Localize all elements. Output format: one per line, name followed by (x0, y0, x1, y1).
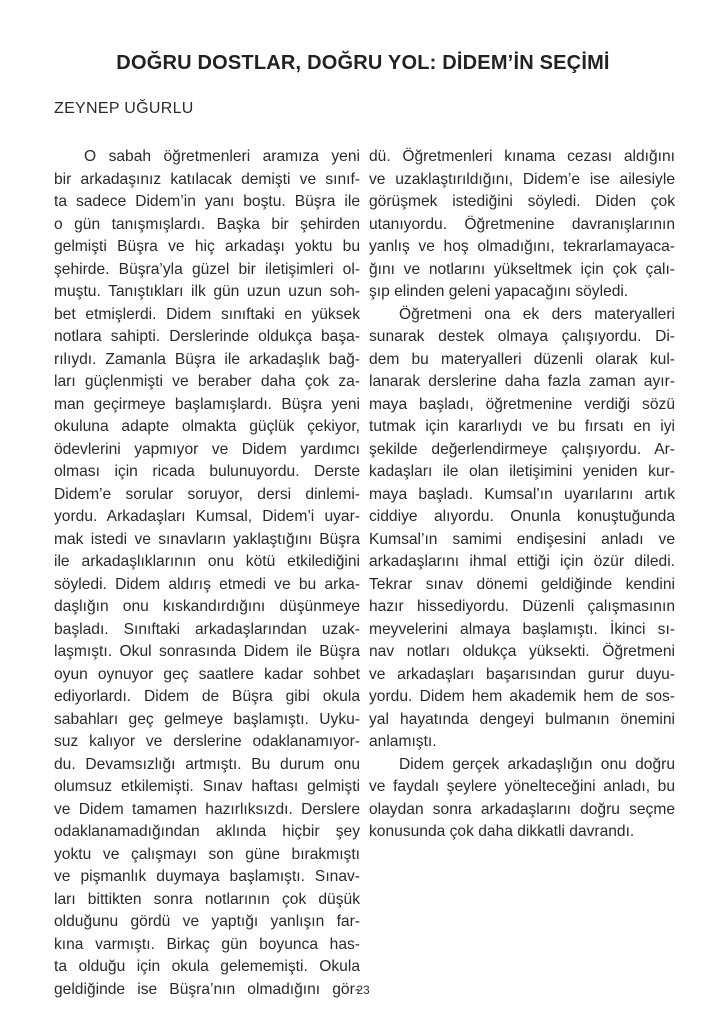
text-line: yoktu ve çalışmayı son güne bırakmıştı (54, 845, 360, 863)
text-line: dü. Öğretmenleri kınama cezası aldığını (369, 148, 675, 165)
text-line: ve faydalı şeylere yönelteceğini anladı, bu (369, 778, 675, 795)
text-line: utanıyordu. Öğretmenine davranışlarının (369, 215, 675, 233)
text-line: odaklanamadığından aklında hiçbir şey (54, 823, 360, 840)
article-title: DOĞRU DOSTLAR, DOĞRU YOL: DİDEM’İN SEÇİMİ (116, 52, 610, 74)
text-line: başladı. Sınıftaki arkadaşlarından uzak- (54, 620, 360, 638)
text-line: kına varmıştı. Birkaç gün boyunca has- (54, 935, 360, 953)
text-line: sabahları geç gelmeye başlamıştı. Uyku- (54, 710, 360, 728)
text-line: suz kalıyor ve derslerine odaklanamıyor- (54, 733, 360, 750)
text-line: sunarak destek olmaya çalışıyordu. Di- (369, 328, 675, 345)
text-line: okuluna adapte olmakta güçlük çekiyor, (54, 418, 360, 435)
page-number: 23 (356, 983, 370, 997)
text-line: ta olduğu için okula gelememişti. Okula (54, 958, 360, 975)
text-line: dem bu materyalleri düzenli olarak kul- (369, 350, 675, 368)
text-line: laşmıştı. Okul sonrasında Didem ile Büşra (54, 643, 360, 660)
text-line: ciddiye alıyordu. Onunla konuştuğunda (369, 508, 675, 525)
text-line: ları bittikten sonra notlarının çok düşük (54, 890, 360, 908)
author-name: ZEYNEP UĞURLU (54, 100, 194, 117)
left-column (54, 146, 360, 1001)
text-line: oyun oynuyor geç saatlere kadar sohbet (54, 665, 360, 683)
text-line: kadaşları ile olan iletişimini yeniden kur- (369, 463, 675, 480)
text-line: mak istedi ve sınavların yaklaştığını Büşra (54, 530, 360, 548)
text-line: ödevlerini yapmıyor ve Didem yardımcı (54, 440, 360, 458)
right-column (369, 146, 675, 844)
text-line: meyvelerini almaya başlamıştı. İkinci sı- (369, 620, 675, 638)
text-line: olumsuz etkilemişti. Sınav haftası gelmişti (54, 778, 360, 795)
text-line: olması için ricada bulunuyordu. Derste (54, 463, 360, 480)
text-line: yordu. Didem hem akademik hem de sos- (369, 688, 675, 705)
text-line: notlara sahipti. Derslerinde oldukça başa- (54, 328, 360, 345)
text-line: Öğretmeni ona ek ders materyalleri (399, 305, 675, 323)
text-line: Didem’e sorular soruyor, dersi dinlemi- (54, 485, 360, 503)
text-line: söyledi. Didem aldırış etmedi ve bu arka- (54, 575, 360, 593)
text-line: geldiğinde ise Büşra’nın olmadığını gör- (54, 980, 360, 998)
text-line: Kumsal’ın samimi endişesini anladı ve (369, 530, 675, 548)
text-line: o gün tanışmışlardı. Başka bir şehirden (54, 215, 360, 233)
text-line: gelmişti Büşra ve hiç arkadaşı yoktu bu (54, 238, 360, 255)
text-line: ve uzaklaştırıldığını, Didem’e ise ailesiyle (369, 170, 675, 188)
text-line: ile arkadaşlıklarının onu kötü etkilediğini (54, 553, 360, 570)
text-line: ve pişmanlık duymaya başlamıştı. Sınav- (54, 868, 360, 885)
text-line: yordu. Arkadaşları Kumsal, Didem’i uyar- (54, 508, 360, 525)
text-line: arkadaşlarını ihmal ettiği için özür diledi. (369, 553, 675, 570)
text-line: muştu. Tanıştıkları ilk gün uzun uzun soh- (54, 283, 360, 300)
text-line: lanarak derslerine daha fazla zaman ayır- (369, 373, 675, 390)
text-line: ları güçlenmişti ve beraber daha çok za- (54, 373, 360, 390)
text-line: ediyorlardı. Didem de Büşra gibi okula (54, 688, 360, 705)
text-line: yanlış ve hoş olmadığını, tekrarlamayaca- (369, 238, 675, 255)
text-line: olaydan sonra arkadaşlarını doğru seçme (369, 800, 675, 818)
text-line: bet etmişlerdi. Didem sınıftaki en yüksek (54, 305, 360, 323)
text-line: Tekrar sınav dönemi geldiğinde kendini (369, 575, 675, 593)
text-line: nav notları oldukça yüksekti. Öğretmeni (369, 643, 675, 660)
text-line: konusunda çok daha dikkatli davrandı. (369, 823, 635, 840)
text-line: görüşmek istediğini söyledi. Diden çok (369, 193, 675, 210)
text-line: olduğunu gördü ve yaptığı yanlışın far- (54, 913, 360, 930)
text-line: şıp elinden geleni yapacağını söyledi. (369, 283, 629, 300)
text-line: ğını ve notlarını yükseltmek için çok çalı- (369, 260, 675, 278)
text-line: şehirde. Büşra’yla güzel bir iletişimleri ol- (54, 260, 360, 278)
text-line: bir arkadaşınız katılacak demişti ve sınıf- (54, 170, 360, 188)
text-line: ve arkadaşları başarısından gurur duyu- (369, 665, 675, 683)
text-line: maya başladı, öğretmenine verdiği sözü (369, 395, 675, 413)
text-line: yal hayatında dengeyi bulmanın önemini (369, 710, 675, 728)
text-line: anlamıştı. (369, 733, 437, 750)
text-line: maya başladı. Kumsal’ın uyarılarını artık (369, 485, 675, 503)
text-line: tutmak için kararlıydı ve bu fırsatı en iyi (369, 418, 675, 435)
text-line: O sabah öğretmenleri aramıza yeni (84, 148, 360, 165)
text-line: Didem gerçek arkadaşlığın onu doğru (399, 755, 675, 773)
text-line: ve Didem tamamen hazırlıksızdı. Derslere (54, 800, 360, 818)
text-line: rılıydı. Zamanla Büşra ile arkadaşlık bağ- (54, 350, 360, 368)
text-line: hazır hissediyordu. Düzenli çalışmasının (369, 598, 675, 615)
text-line: ta sadece Didem’in yanı boştu. Büşra ile (54, 193, 360, 210)
text-line: du. Devamsızlığı artmıştı. Bu durum onu (54, 755, 360, 773)
text-line: man geçirmeye başlamışlardı. Büşra yeni (54, 395, 360, 413)
text-line: şekilde değerlendirmeye çalışıyordu. Ar- (369, 440, 675, 458)
text-line: daşlığın onu kıskandırdığını düşünmeye (54, 598, 360, 615)
